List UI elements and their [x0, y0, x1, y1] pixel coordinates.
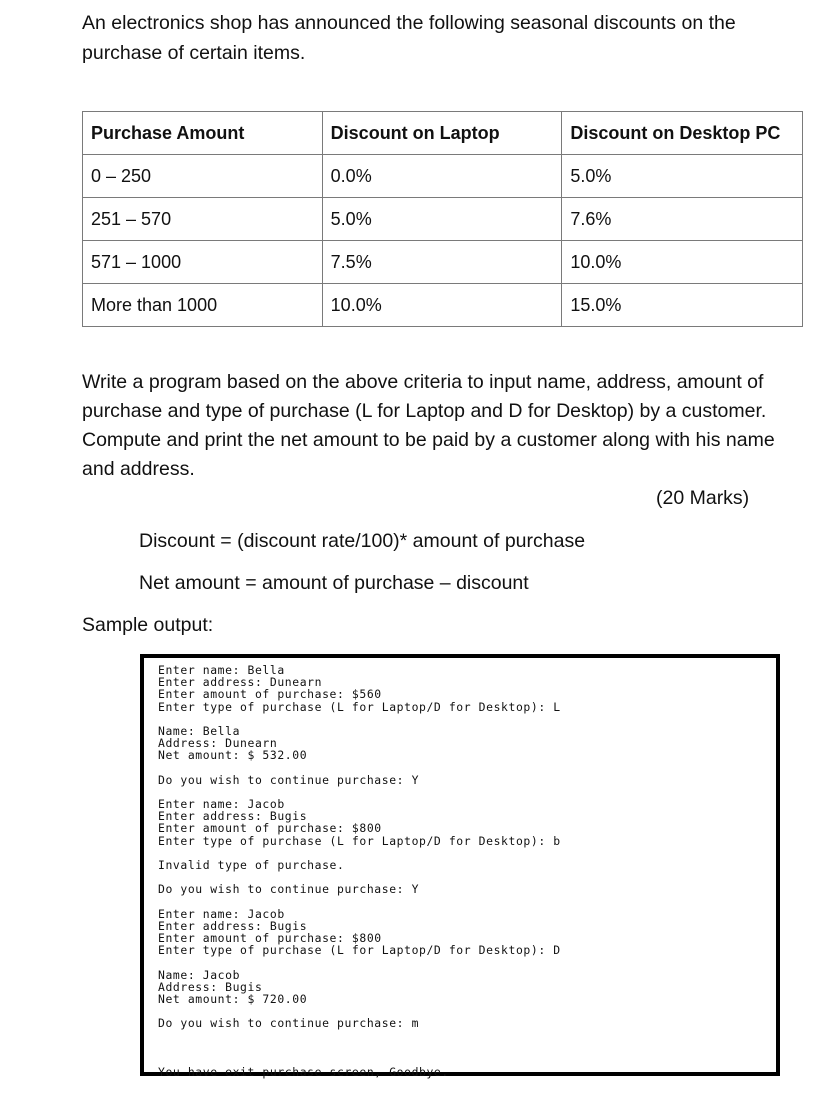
- console-line: Do you wish to continue purchase: m: [158, 1016, 420, 1031]
- console-line: [158, 1042, 776, 1054]
- console-line: Enter amount of purchase: $800: [158, 821, 382, 836]
- console-gap: [158, 896, 776, 908]
- console-line: Enter name: Jacob: [158, 797, 285, 812]
- console-gap: [158, 713, 776, 725]
- console-line: Enter address: Bugis: [158, 918, 308, 933]
- discount-formula: Discount = (discount rate/100)* amount of purchase: [139, 530, 586, 552]
- console-line: Net amount: $ 532.00: [158, 748, 308, 763]
- console-line: Name: Bella: [158, 723, 241, 738]
- table-cell: 571 – 1000: [83, 241, 323, 284]
- console-line: Enter address: Bugis: [158, 809, 308, 824]
- console-line: Net amount: $ 720.00: [158, 992, 308, 1007]
- table-cell: 0 – 250: [83, 155, 323, 198]
- table-cell: 251 – 570: [83, 198, 323, 241]
- console-line: Name: Jacob: [158, 967, 241, 982]
- console-gap: [158, 1030, 776, 1042]
- console-line: Enter amount of purchase: $560: [158, 687, 382, 702]
- table-header-row: [83, 112, 803, 155]
- net-amount-formula: Net amount = amount of purchase – discount: [139, 572, 529, 594]
- header-discount-laptop: Discount on Laptop: [322, 112, 562, 155]
- table-cell: 10.0%: [562, 241, 803, 284]
- table-row: [83, 198, 803, 241]
- table-cell: 7.6%: [562, 198, 803, 241]
- marks-label: (20 Marks): [656, 487, 750, 509]
- discount-table: [82, 111, 803, 327]
- table-row: [83, 284, 803, 327]
- console-line: Do you wish to continue purchase: Y: [158, 882, 420, 897]
- task-paragraph: Write a program based on the above criteria to input name, address, amount of purchase and type of purchase (L for Laptop and D for Desktop) by a customer. Compute and print the net amount to be paid by a customer along with his name and address.: [82, 371, 775, 480]
- table-cell: 0.0%: [322, 155, 562, 198]
- sample-output-label: Sample output:: [82, 614, 214, 636]
- table-cell: 7.5%: [322, 241, 562, 284]
- console-line: Enter type of purchase (L for Laptop/D for Desktop): L: [158, 699, 561, 714]
- console-line: Address: Bugis: [158, 979, 263, 994]
- table-cell: 10.0%: [322, 284, 562, 327]
- header-discount-desktop: Discount on Desktop PC: [562, 112, 803, 155]
- console-output: [140, 654, 780, 1080]
- console-line: Address: Dunearn: [158, 736, 278, 751]
- console-line: Enter type of purchase (L for Laptop/D for Desktop): D: [158, 943, 561, 958]
- console-line: Enter name: Bella: [158, 663, 285, 677]
- table-row: [83, 155, 803, 198]
- table-cell: 5.0%: [322, 198, 562, 241]
- console-line: Enter address: Dunearn: [158, 675, 323, 690]
- console-line: Enter type of purchase (L for Laptop/D for Desktop): b: [158, 833, 561, 848]
- console-gap: [158, 762, 776, 774]
- table-row: [83, 241, 803, 284]
- console-line: Enter amount of purchase: $800: [158, 931, 382, 946]
- table-cell: More than 1000: [83, 284, 323, 327]
- console-gap: [158, 957, 776, 969]
- console-line: Enter name: Jacob: [158, 906, 285, 921]
- console-line: You have exit purchase screen, Goodbye.: [158, 1065, 449, 1080]
- intro-paragraph: An electronics shop has announced the following seasonal discounts on the purchase of certain items.: [82, 12, 736, 64]
- header-purchase-amount: Purchase Amount: [83, 112, 323, 155]
- table-cell: 5.0%: [562, 155, 803, 198]
- table-cell: 15.0%: [562, 284, 803, 327]
- console-line: Do you wish to continue purchase: Y: [158, 772, 420, 787]
- console-line: Invalid type of purchase.: [158, 858, 345, 872]
